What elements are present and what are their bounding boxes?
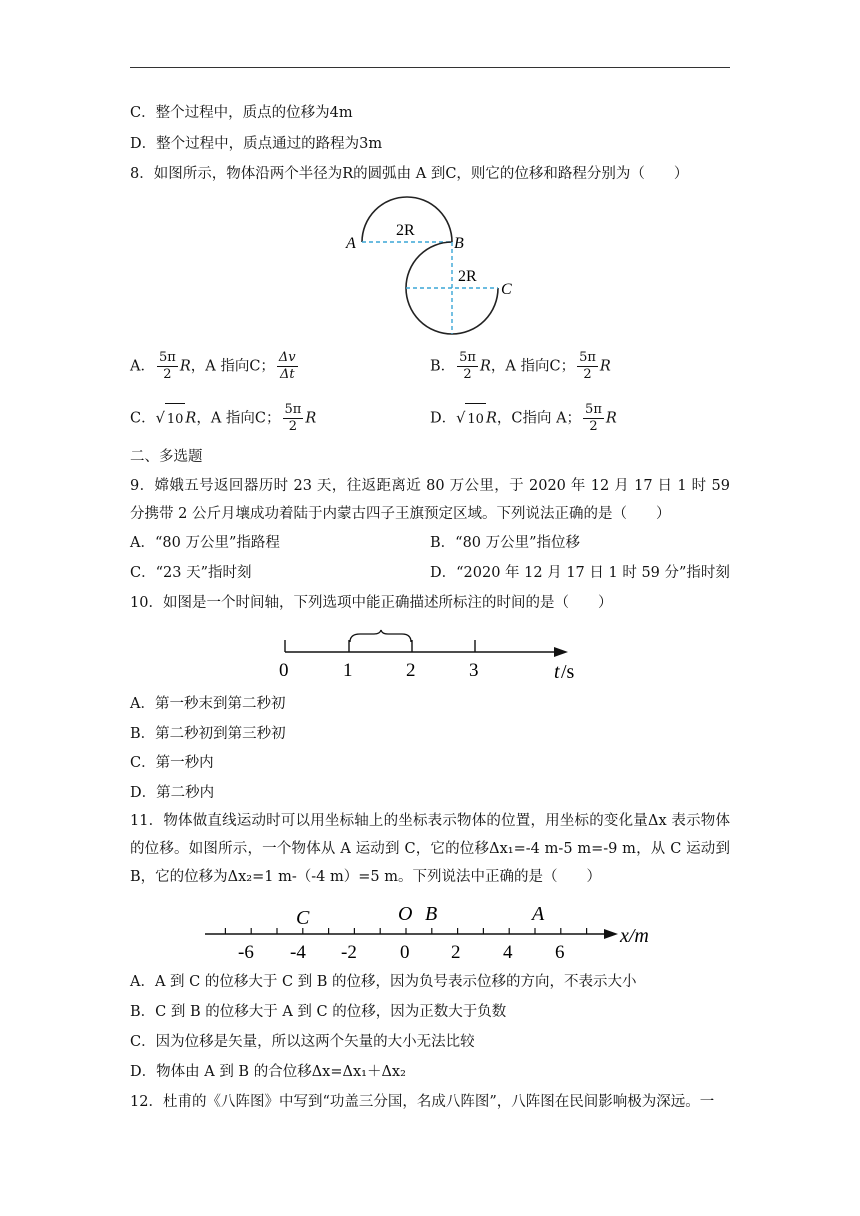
fig11-tick-m4: -4 [290, 942, 306, 963]
q8-b-r: R [479, 358, 491, 375]
fig10-tick-2: 2 [406, 660, 416, 681]
q8-a-dt: Δt [279, 367, 295, 382]
fig11-tick-6: 6 [555, 942, 565, 963]
q8-c-frac-den: 2 [288, 419, 298, 434]
q8-b-frac-den2: 2 [583, 367, 592, 382]
fig10-tick-1: 1 [343, 660, 353, 681]
q8-option-d [430, 402, 617, 436]
q9-option-b: B．“80 万公里”指位移 [430, 535, 581, 551]
fig11-point-b: B [425, 903, 438, 925]
q9-option-d: D．“2020 年 12 月 17 日 1 时 59 分”指时刻 [430, 565, 730, 581]
q11-option-a: A．A 到 C 的位移大于 C 到 B 的位移，因为负号表示位移的方向，不表示大小 [130, 974, 637, 990]
q8-c-label: C． [130, 410, 156, 427]
fig11-tick-4: 4 [503, 942, 513, 963]
question-11-stem: 11．物体做直线运动时可以用坐标轴上的坐标表示物体的位置，用坐标的变化量Δx 表示物体的位移。如图所示，一个物体从 A 运动到 C，它的位移Δx₁=-4 m-5 m=-9 m，从 C 运动到 B，它的位移为Δx₂=1 m-（-4 m）=5 m。下列说法中正确的是（ ） [130, 813, 730, 885]
question-12-stem: 12．杜甫的《八阵图》中写到“功盖三分国，名成八阵图”，八阵图在民间影响极为深远。一 [130, 1094, 715, 1110]
q8-c-r: R [185, 410, 197, 427]
q8-b-frac-den: 2 [463, 367, 472, 382]
q8-a-r: R [179, 358, 191, 375]
q10-option-b: B．第二秒初到第三秒初 [130, 726, 286, 742]
q11-option-b: B．C 到 B 的位移大于 A 到 C 的位移，因为正数大于负数 [130, 1004, 507, 1020]
fig11-tick-0: 0 [400, 942, 410, 963]
question-9-stem: 9．嫦娥五号返回器历时 23 天，往返距离近 80 万公里，于 2020 年 12 月 17 日 1 时 59 分携带 2 公斤月壤成功着陆于内蒙古四子王旗预定区域。下列说法正确的是（ ） [130, 478, 730, 522]
section-multi-choice: 二、多选题 [130, 449, 203, 465]
q8-a-mid: ，A 指向C； [190, 358, 275, 375]
figure-q10-time-axis [270, 628, 590, 688]
q8-a-label: A． [130, 358, 155, 375]
q8-option-a [130, 350, 300, 383]
q10-option-d: D．第二秒内 [130, 785, 215, 801]
q8-b-frac-num2: 5π [579, 350, 596, 365]
q8-b-label: B． [430, 358, 456, 375]
fig10-unit-s: /s [561, 661, 575, 683]
fig11-unit: x/m [620, 925, 649, 947]
q10-option-c: C．第一秒内 [130, 755, 214, 771]
fig11-point-c: C [296, 907, 310, 929]
q8-d-r: R [485, 410, 497, 427]
q11-option-c: C．因为位移是矢量，所以这两个矢量的大小无法比较 [130, 1034, 475, 1050]
q8-d-r2: R [605, 410, 617, 427]
q8-option-c [130, 402, 316, 436]
q8-a-frac-num: 5π [158, 350, 176, 365]
q8-a-dv: Δv [278, 350, 296, 365]
prev-option-d: D．整个过程中，质点通过的路程为3m [130, 136, 383, 152]
q10-option-a: A．第一秒末到第二秒初 [130, 696, 286, 712]
q9-option-c: C．“23 天”指时刻 [130, 565, 252, 581]
fig8-label-2r-side: 2R [458, 268, 477, 285]
q8-d-sqrt-sign: √ [456, 410, 466, 427]
q11-option-d: D．物体由 A 到 B 的合位移Δx=Δx₁＋Δx₂ [130, 1064, 406, 1080]
fig11-tick-2: 2 [451, 942, 461, 963]
header-rule [130, 67, 730, 68]
q8-b-mid: ，A 指向C； [490, 358, 576, 375]
q8-b-r2: R [599, 358, 611, 375]
q8-c-sqrt-sign: √ [155, 410, 165, 427]
fig11-tick-m6: -6 [238, 942, 254, 963]
fig11-point-o: O [398, 903, 413, 925]
q8-d-frac-den: 2 [589, 419, 598, 434]
fig8-label-a: A [346, 235, 356, 252]
fig11-point-a: A [532, 903, 545, 925]
q8-a-frac-den: 2 [163, 367, 172, 382]
prev-option-c: C．整个过程中，质点的位移为4m [130, 105, 353, 121]
q8-c-sqrt: 10 [165, 403, 186, 436]
fig10-tick-0: 0 [279, 660, 289, 681]
q8-b-frac-num: 5π [459, 350, 476, 365]
fig11-tick-m2: -2 [341, 942, 357, 963]
q8-d-label: D． [430, 410, 457, 427]
q8-c-r2: R [305, 410, 317, 427]
fig8-label-2r-top: 2R [396, 222, 415, 239]
fig10-unit-t: t [554, 661, 560, 683]
q8-d-mid: ，C指向 A； [496, 410, 582, 427]
figure-q11-x-axis [200, 898, 670, 968]
figure-q8-arcs [340, 192, 530, 342]
question-10-stem: 10．如图是一个时间轴，下列选项中能正确描述所标注的时间的是（ ） [130, 595, 613, 611]
q8-option-b [430, 350, 611, 383]
q8-c-mid: ，A 指向C； [196, 410, 281, 427]
q8-c-frac-num: 5π [284, 402, 302, 417]
question-8-stem: 8．如图所示，物体沿两个半径为R的圆弧由 A 到C，则它的位移和路程分别为（ ） [130, 166, 689, 182]
fig10-tick-3: 3 [469, 660, 479, 681]
q8-d-sqrt: 10 [465, 403, 486, 436]
fig8-label-c: C [501, 281, 512, 298]
q9-option-a: A．“80 万公里”指路程 [130, 535, 280, 551]
q8-d-frac-num: 5π [585, 402, 602, 417]
fig8-label-b: B [454, 235, 464, 252]
